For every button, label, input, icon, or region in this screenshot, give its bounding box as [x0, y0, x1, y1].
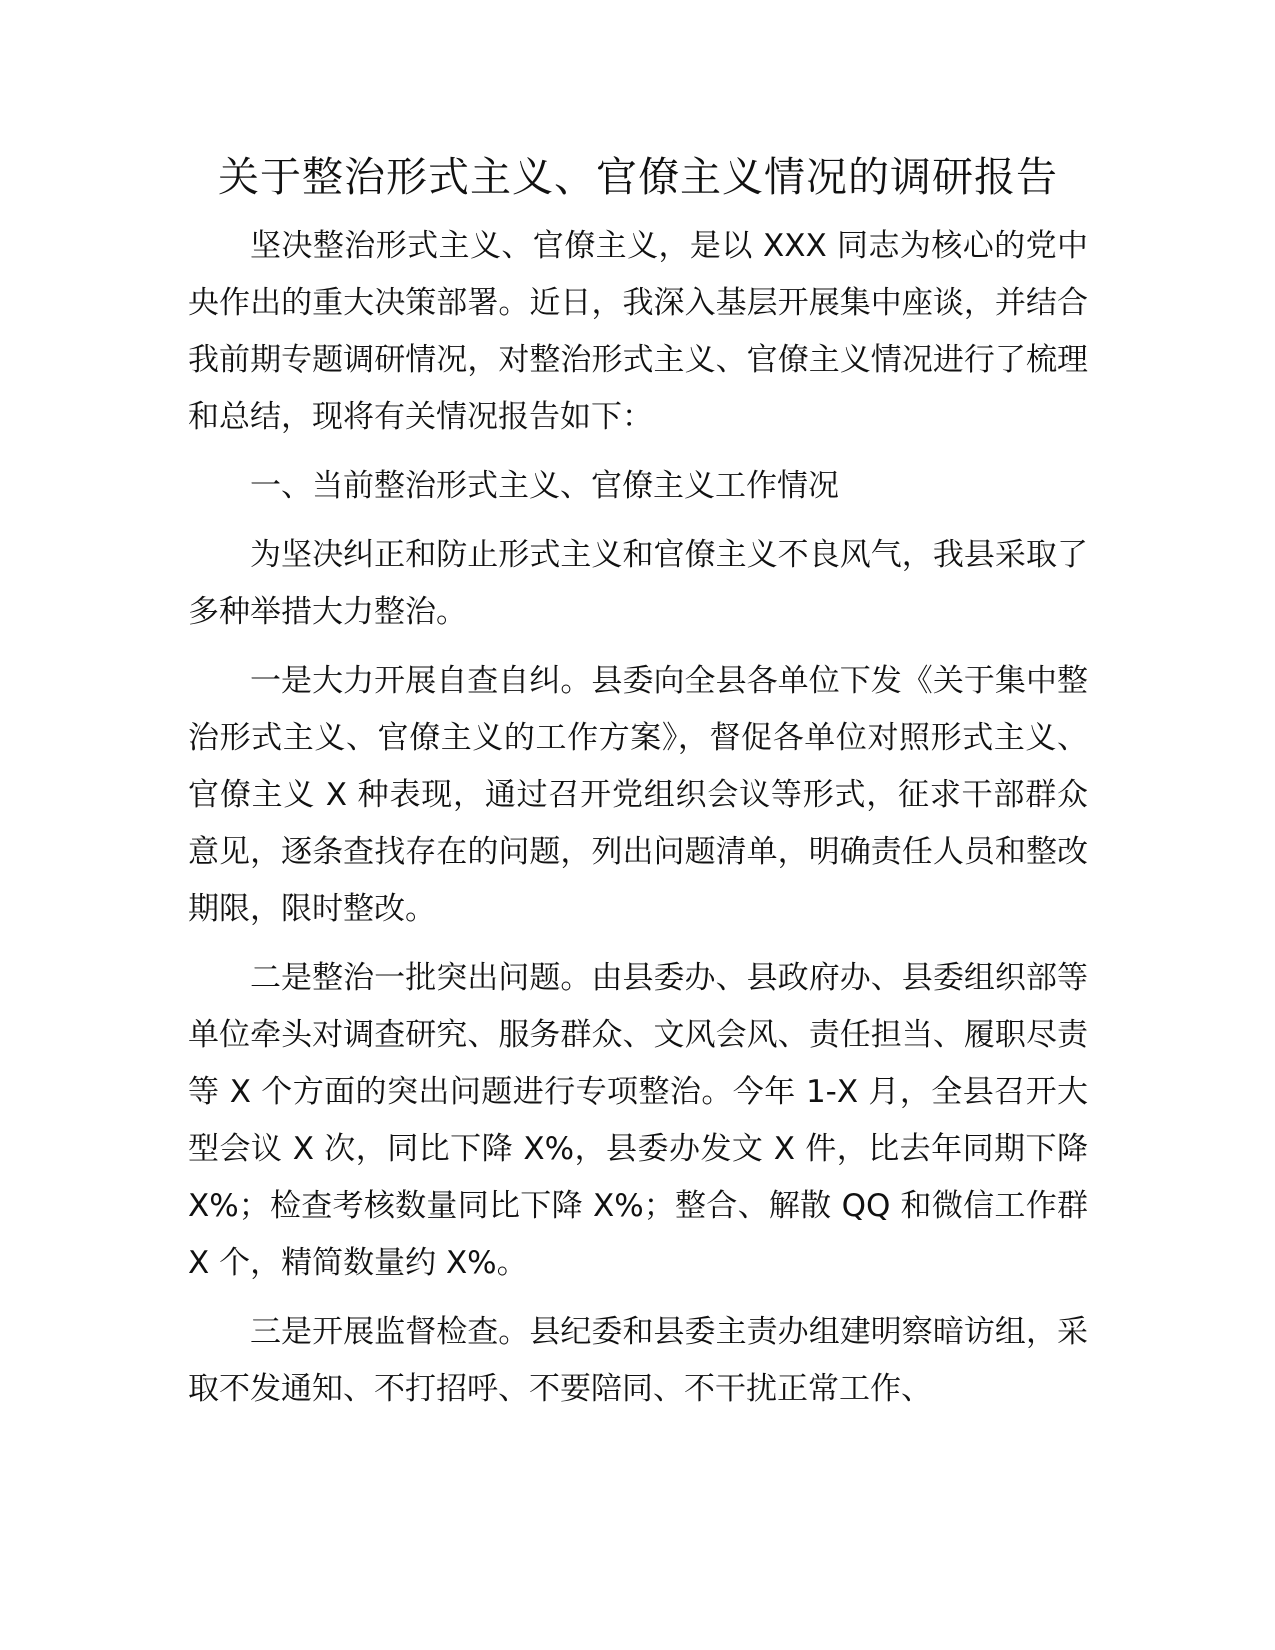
intro-paragraph: 坚决整治形式主义、官僚主义，是以 XXX 同志为核心的党中央作出的重大决策部署。近日，我深入基层开展集中座谈，并结合我前期专题调研情况，对整治形式主义、官僚主义情况进行了梳理和总结，现将有关情况报告如下： — [188, 228, 1088, 435]
measure-1-paragraph: 一是大力开展自查自纠。县委向全县各单位下发《关于集中整治形式主义、官僚主义的工作方案》，督促各单位对照形式主义、官僚主义 X 种表现，通过召开党组织会议等形式，征求干部群众意见，逐条查找存在的问题，列出问题清单，明确责任人员和整改期限，限时整改。 — [188, 663, 1088, 927]
measure-2-paragraph: 二是整治一批突出问题。由县委办、县政府办、县委组织部等单位牵头对调查研究、服务群众、文风会风、责任担当、履职尽责等 X 个方面的突出问题进行专项整治。今年 1-X 月，全县召开大型会议 X 次，同比下降 X%，县委办发文 X 件，比去年同期下降 X%；检查考核数量同比下降 X%；整合、解散 QQ 和微信工作群 X 个，精简数量约 X%。 — [188, 960, 1088, 1281]
measure-3-paragraph: 三是开展监督检查。县纪委和县委主责办组建明察暗访组，采取不发通知、不打招呼、不要陪同、不干扰正常工作、 — [188, 1314, 1088, 1407]
document-title: 关于整治形式主义、官僚主义情况的调研报告 — [218, 153, 1058, 201]
section-heading-1: 一、当前整治形式主义、官僚主义工作情况 — [250, 468, 839, 504]
section-intro-paragraph: 为坚决纠正和防止形式主义和官僚主义不良风气，我县采取了多种举措大力整治。 — [188, 537, 1088, 630]
document-body — [188, 146, 1088, 1430]
